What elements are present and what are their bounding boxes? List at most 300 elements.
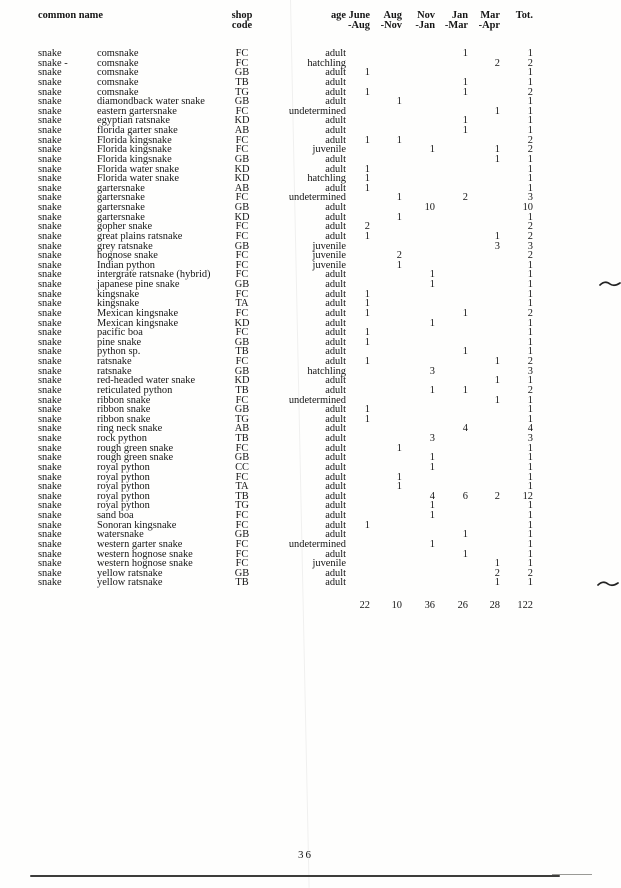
row-age: juvenile [312,144,346,156]
cell-nov-jan [402,338,435,348]
row-shop-code: KD [234,317,250,329]
cell-june-aug [346,203,370,213]
cell-nov-jan [402,174,435,184]
cell-nov-jan [402,184,435,194]
cell-nov-jan: 1 [429,538,435,550]
row-group: snake [38,442,62,454]
row-shop-code: TB [235,490,249,502]
cell-nov-jan [402,116,435,126]
cell-aug-nov: 1 [396,471,402,483]
row-common-name: royal python [97,471,150,483]
cell-jan-mar [435,357,468,367]
cell-jan-mar: 1 [462,86,468,98]
cell-total: 1 [527,346,533,358]
column-header-nov-jan: Nov -Jan [415,10,435,31]
row-group: snake [38,240,62,252]
row-group: snake [38,327,62,339]
cell-aug-nov [370,453,402,463]
cell-jan-mar: 1 [462,384,468,396]
cell-jan-mar [435,444,468,454]
row-shop-code: GB [234,153,250,165]
row-group: snake [38,538,62,550]
row-age: undetermined [288,538,346,550]
cell-total: 1 [527,413,533,425]
cell-june-aug [346,376,370,386]
cell-aug-nov [370,222,402,232]
cell-aug-nov [370,328,402,338]
row-age: adult [325,510,346,521]
row-common-name: japanese pine snake [97,279,180,290]
cell-june-aug: 1 [364,163,370,175]
row-group: snake [38,413,62,425]
row-group: snake [38,500,62,512]
cell-jan-mar [435,367,468,377]
cell-june-aug [346,49,370,59]
cell-total: 2 [527,384,533,396]
cell-total: 1 [527,279,533,290]
cell-total: 1 [527,153,533,165]
row-shop-code: GB [234,404,250,416]
row-group: snake [38,192,62,204]
row-group: snake [38,365,62,377]
row-age: adult [325,529,346,541]
cell-total: 3 [527,240,533,252]
row-group: snake [38,182,62,194]
row-shop-code: FC [235,144,249,156]
row-group: snake [38,452,62,464]
cell-june-aug [346,473,370,483]
totals-row [38,600,533,612]
cell-aug-nov [370,578,402,588]
cell-aug-nov [370,299,402,309]
cell-mar-apr [468,415,500,425]
cell-mar-apr: 2 [494,490,500,502]
cell-june-aug: 1 [364,67,370,79]
cell-jan-mar [435,501,468,511]
cell-nov-jan: 1 [429,279,435,290]
cell-total: 1 [527,481,533,493]
row-group: snake [38,250,62,262]
row-group: snake [38,548,62,560]
cell-mar-apr [468,521,500,531]
row-common-name: rock python [97,433,147,444]
cell-june-aug [346,107,370,117]
cell-jan-mar [435,559,468,569]
cell-june-aug: 1 [364,230,370,242]
cell-june-aug [346,501,370,511]
cell-jan-mar [435,328,468,338]
cell-mar-apr: 2 [494,567,500,579]
totals-spacer [222,600,262,612]
cell-jan-mar: 1 [462,548,468,560]
row-shop-code: GB [234,202,250,213]
row-age: adult [325,413,346,425]
cell-mar-apr: 1 [494,230,500,242]
cell-june-aug: 1 [364,519,370,531]
cell-june-aug: 1 [364,327,370,339]
cell-jan-mar [435,453,468,463]
cell-june-aug [346,444,370,454]
cell-mar-apr: 1 [494,105,500,117]
cell-jan-mar [435,396,468,406]
cell-nov-jan [402,155,435,165]
cell-nov-jan: 1 [429,500,435,512]
row-age: hatchling [307,57,346,69]
page-edge-line-faint [552,874,592,875]
row-age: adult [325,481,346,493]
cell-aug-nov [370,270,402,280]
cell-total: 1 [527,538,533,550]
cell-mar-apr [468,405,500,415]
cell-total: 3 [527,192,533,204]
row-age: adult [325,67,346,79]
cell-aug-nov [370,376,402,386]
row-age: adult [325,211,346,223]
column-header-common-name: common name [38,10,103,21]
cell-nov-jan [402,213,435,223]
row-shop-code: KD [234,115,250,127]
cell-nov-jan [402,107,435,117]
cell-total: 1 [527,529,533,541]
row-group: snake [38,153,62,165]
row-common-name: rough green snake [97,442,174,454]
cell-june-aug [346,463,370,473]
row-age: adult [325,356,346,367]
cell-nov-jan [402,232,435,242]
cell-total: 1 [527,510,533,521]
row-age: adult [325,76,346,88]
cell-mar-apr [468,540,500,550]
cell-total: 1 [527,125,533,136]
cell-june-aug [346,270,370,280]
cell-mar-apr: 3 [494,240,500,252]
cell-aug-nov [370,424,402,434]
row-common-name: gartersnake [97,182,145,194]
row-shop-code: FC [235,327,249,339]
cell-total: 2 [527,144,533,156]
table-body [38,49,533,588]
cell-jan-mar [435,97,468,107]
row-group: snake [38,394,62,406]
cell-mar-apr [468,530,500,540]
cell-aug-nov [370,396,402,406]
cell-aug-nov: 1 [396,481,402,493]
cell-jan-mar [435,232,468,242]
row-age: adult [325,423,346,435]
cell-jan-mar [435,319,468,329]
total-aug-nov: 10 [391,600,402,611]
cell-total: 4 [527,423,533,435]
cell-total: 1 [527,269,533,281]
row-age: adult [325,86,346,98]
cell-aug-nov: 1 [396,259,402,271]
cell-total: 1 [527,259,533,271]
row-common-name: kingsnake [97,298,140,310]
cell-total: 1 [527,298,533,310]
row-common-name: comsnake [97,86,139,98]
cell-june-aug: 1 [364,173,370,185]
cell-mar-apr [468,213,500,223]
cell-mar-apr [468,165,500,175]
cell-mar-apr [468,309,500,319]
row-shop-code: GB [234,279,250,290]
row-shop-code: FC [235,48,249,59]
cell-aug-nov [370,155,402,165]
cell-aug-nov [370,319,402,329]
row-group: snake [38,288,62,300]
row-shop-code: FC [235,269,249,281]
column-header-age: age [330,10,346,21]
row-group: snake [38,336,62,348]
row-shop-code: FC [235,288,249,300]
row-common-name: eastern gartersnake [97,105,177,117]
cell-jan-mar [435,261,468,271]
row-group: snake [38,307,62,319]
cell-mar-apr [468,511,500,521]
pen-mark-icon [599,278,621,288]
row-common-name: Florida kingsnake [97,134,172,146]
row-shop-code: GB [234,529,250,541]
row-group: snake [38,384,62,396]
cell-nov-jan: 1 [429,317,435,329]
row-shop-code: TB [235,76,249,88]
row-shop-code: GB [234,96,250,108]
cell-total: 2 [527,356,533,367]
cell-nov-jan: 1 [429,144,435,156]
row-age: adult [325,577,346,589]
row-shop-code: FC [235,356,249,367]
row-shop-code: KD [234,163,250,175]
cell-jan-mar [435,251,468,261]
row-shop-code: TA [235,481,249,493]
cell-aug-nov [370,386,402,396]
cell-mar-apr: 1 [494,394,500,406]
row-age: adult [325,433,346,444]
cell-nov-jan [402,521,435,531]
row-group: snake [38,269,62,281]
row-shop-code: TA [235,298,249,310]
row-shop-code: TG [235,500,249,512]
cell-mar-apr [468,434,500,444]
row-age: juvenile [312,250,346,262]
cell-jan-mar [435,136,468,146]
cell-mar-apr [468,174,500,184]
row-age: adult [325,490,346,502]
cell-mar-apr [468,126,500,136]
row-age: adult [325,442,346,454]
cell-june-aug: 1 [364,288,370,300]
row-age: adult [325,336,346,348]
row-common-name: sand boa [97,510,134,521]
cell-total: 2 [527,57,533,69]
row-common-name: comsnake [97,67,139,79]
cell-nov-jan [402,405,435,415]
row-common-name: ratsnake [97,365,132,377]
row-shop-code: FC [235,105,249,117]
row-age: adult [325,48,346,59]
row-shop-code: FC [235,394,249,406]
cell-aug-nov [370,174,402,184]
cell-june-aug [346,453,370,463]
cell-june-aug: 1 [364,356,370,367]
row-shop-code: KD [234,375,250,387]
cell-total: 1 [527,461,533,473]
cell-mar-apr [468,193,500,203]
row-age: adult [325,134,346,146]
cell-jan-mar [435,145,468,155]
cell-mar-apr [468,453,500,463]
row-common-name: Mexican kingsnake [97,307,179,319]
cell-nov-jan [402,347,435,357]
cell-aug-nov [370,530,402,540]
cell-aug-nov [370,309,402,319]
cell-june-aug [346,530,370,540]
cell-total: 1 [527,519,533,531]
row-group: snake [38,567,62,579]
cell-nov-jan [402,569,435,579]
row-group: snake [38,529,62,541]
cell-mar-apr [468,328,500,338]
cell-nov-jan [402,88,435,98]
row-group: snake [38,577,62,589]
cell-aug-nov: 1 [396,442,402,454]
row-group: snake [38,558,62,570]
row-group: snake [38,356,62,367]
row-common-name: gartersnake [97,202,145,213]
cell-total: 12 [522,490,533,502]
cell-aug-nov [370,540,402,550]
row-age: adult [325,269,346,281]
row-common-name: western hognose snake [97,558,193,570]
total-june-aug: 22 [359,600,370,611]
cell-aug-nov [370,511,402,521]
cell-total: 2 [527,134,533,146]
total-jan-mar: 26 [457,600,468,611]
row-shop-code: FC [235,221,249,233]
cell-total: 1 [527,375,533,387]
cell-jan-mar: 1 [462,529,468,541]
cell-june-aug [346,97,370,107]
cell-june-aug [346,578,370,588]
cell-jan-mar: 1 [462,48,468,59]
cell-mar-apr [468,280,500,290]
cell-jan-mar [435,213,468,223]
row-common-name: python sp. [97,346,141,358]
cell-june-aug: 1 [364,413,370,425]
cell-total: 1 [527,211,533,223]
row-common-name: royal python [97,481,150,493]
cell-total: 1 [527,327,533,339]
row-common-name: gartersnake [97,192,145,204]
cell-mar-apr: 1 [494,144,500,156]
cell-june-aug [346,386,370,396]
cell-june-aug [346,559,370,569]
row-group: snake [38,404,62,416]
cell-june-aug [346,540,370,550]
cell-nov-jan: 4 [429,490,435,502]
row-age: undetermined [288,192,346,204]
cell-jan-mar: 1 [462,307,468,319]
cell-total: 1 [527,404,533,416]
cell-aug-nov [370,405,402,415]
cell-nov-jan [402,299,435,309]
row-age: undetermined [288,394,346,406]
row-common-name: reticulated python [97,384,173,396]
grand-total: 122 [517,600,533,611]
cell-mar-apr [468,68,500,78]
cell-total: 2 [527,250,533,262]
totals-spacer [38,600,97,612]
cell-aug-nov [370,492,402,502]
cell-jan-mar: 2 [462,192,468,204]
row-common-name: kingsnake [97,288,140,300]
cell-aug-nov [370,145,402,155]
row-shop-code: GB [234,336,250,348]
cell-jan-mar [435,473,468,483]
row-age: adult [325,182,346,194]
cell-june-aug [346,550,370,560]
cell-nov-jan [402,68,435,78]
cell-total: 10 [522,202,533,213]
cell-jan-mar [435,434,468,444]
cell-total: 1 [527,500,533,512]
total-mar-apr: 28 [489,600,500,611]
cell-aug-nov [370,415,402,425]
cell-nov-jan: 3 [429,433,435,444]
totals-spacer [97,600,222,612]
cell-mar-apr [468,88,500,98]
cell-nov-jan [402,415,435,425]
cell-mar-apr [468,501,500,511]
cell-total: 1 [527,288,533,300]
row-shop-code: FC [235,57,249,69]
row-shop-code: GB [234,67,250,79]
cell-nov-jan [402,396,435,406]
cell-june-aug: 1 [364,86,370,98]
row-age: adult [325,96,346,108]
row-group: snake [38,144,62,156]
cell-total: 2 [527,307,533,319]
row-age: adult [325,461,346,473]
row-group: snake [38,173,62,185]
row-shop-code: FC [235,307,249,319]
cell-mar-apr [468,261,500,271]
cell-jan-mar [435,242,468,252]
cell-jan-mar [435,203,468,213]
cell-nov-jan: 1 [429,269,435,281]
cell-aug-nov: 1 [396,211,402,223]
row-common-name: red-headed water snake [97,375,196,387]
cell-jan-mar [435,578,468,588]
total-nov-jan: 36 [424,600,435,611]
row-group: snake [38,67,62,79]
row-shop-code: FC [235,259,249,271]
row-age: undetermined [288,105,346,117]
row-common-name: watersnake [97,529,144,541]
row-group: snake [38,221,62,233]
row-common-name: yellow ratsnake [97,577,163,589]
cell-june-aug [346,261,370,271]
row-group: snake [38,211,62,223]
row-group: snake [38,317,62,329]
column-header-total: Tot. [515,10,533,21]
cell-nov-jan [402,165,435,175]
row-common-name: yellow ratsnake [97,567,163,579]
cell-total: 2 [527,86,533,98]
row-group: snake [38,202,62,213]
row-group: snake [38,230,62,242]
cell-total: 3 [527,433,533,444]
